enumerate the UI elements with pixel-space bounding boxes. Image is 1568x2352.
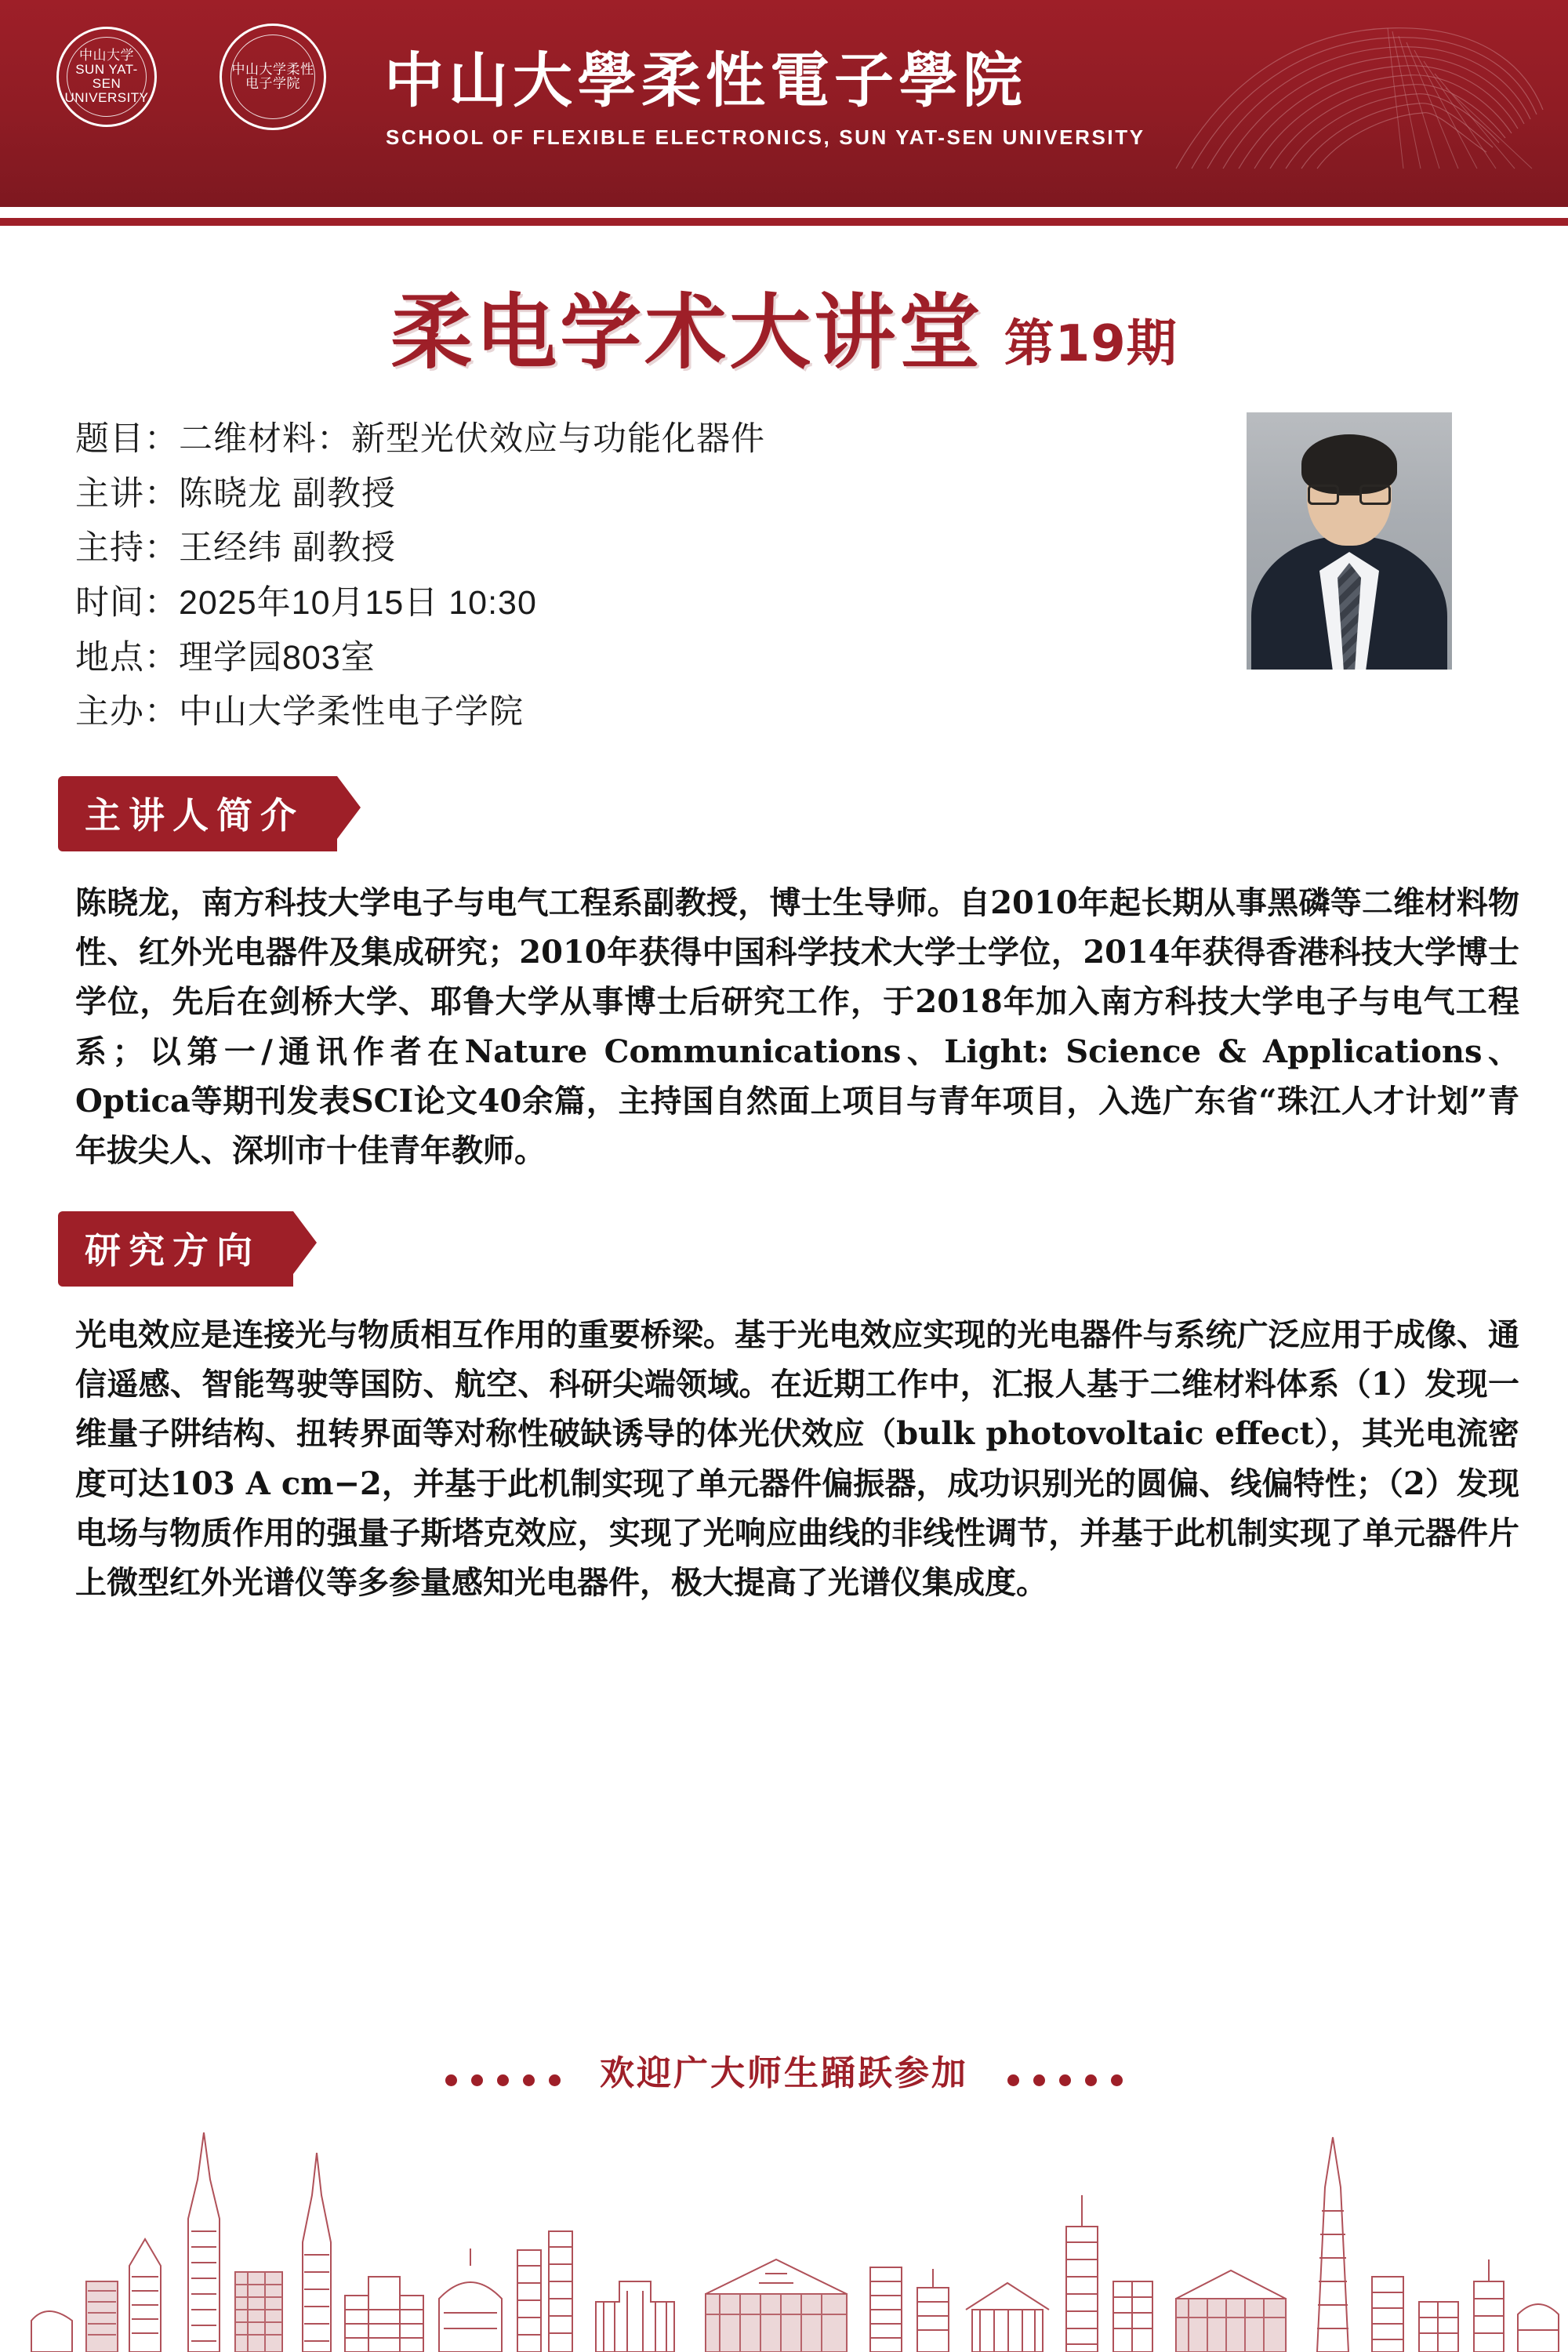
info-label-organizer: 主办：: [75, 693, 179, 731]
page-footer: [0, 2023, 1568, 2352]
info-label-host: 主持：: [75, 529, 179, 568]
main-title-text: 柔电学术大讲堂: [390, 284, 984, 380]
info-item-topic: [75, 412, 765, 467]
info-value-location: 理学园803室: [179, 638, 376, 677]
info-item-location: [75, 631, 765, 686]
sysu-seal-text: 中山大学 SUN YAT-SEN UNIVERSITY: [67, 37, 147, 117]
portrait-glasses-icon: [1308, 485, 1391, 505]
info-value-speaker: 陈晓龙 副教授: [179, 474, 396, 513]
info-label-speaker: 主讲：: [75, 474, 179, 513]
skyline-illustration: [0, 2085, 1568, 2352]
info-item-host: [75, 521, 765, 576]
event-info-row: [0, 412, 1568, 740]
section-body-research: 光电效应是连接光与物质相互作用的重要桥梁。基于光电效应实现的光电器件与系统广泛应用于成像、通信遥感、智能驾驶等国防、航空、科研尖端领域。在近期工作中，汇报人基于二维材料体系（1）发现一维量子阱结构、扭转界面等对称性破缺诱导的体光伏效应（bulk photovoltaic effect），其光电流密度可达103 A cm−2，并基于此机制实现了单元器件偏振器，成功识别光的圆偏、线偏特性；（2）发现电场与物质作用的强量子斯塔克效应，实现了光响应曲线的非线性调节，并基于此机制实现了单元器件片上微型红外光谱仪等多参量感知光电器件，极大提高了光谱仪集成度。: [75, 1316, 1519, 1601]
header-divider: [0, 218, 1568, 226]
poster-title: [0, 267, 1568, 384]
info-value-host: 王经纬 副教授: [179, 529, 396, 568]
info-item-speaker: [75, 467, 765, 522]
school-seal-text: 中山大学柔性电子学院: [230, 34, 316, 120]
header-decoration: [1129, 0, 1568, 207]
page-header: [0, 0, 1568, 207]
info-label-time: 时间：: [75, 583, 179, 622]
section-ribbon-bio: 主讲人简介: [58, 776, 337, 851]
info-item-time: [75, 576, 765, 631]
org-name-cn: 中山大學柔性電子學院: [384, 45, 1027, 115]
school-seal-logo: [220, 24, 326, 130]
info-value-organizer: 中山大学柔性电子学院: [179, 693, 524, 731]
info-label-topic: 题目：: [75, 420, 179, 458]
section-body-bio: 陈晓龙，南方科技大学电子与电气工程系副教授，博士生导师。自2010年起长期从事黑磷等二维材料物性、红外光电器件及集成研究；2010年获得中国科学技术大学士学位，2014年获得香港科技大学博士学位，先后在剑桥大学、耶鲁大学从事博士后研究工作，于2018年加入南方科技大学电子与电气工程系；以第一/通讯作者在Nature Communications、Light: Science & Applications、Optica等期刊发表SCI论文40余篇，主持国自然面上项目与青年项目，入选广东省“珠江人才计划”青年拔尖人、深圳市十佳青年教师。: [75, 884, 1519, 1169]
org-name-en: SCHOOL OF FLEXIBLE ELECTRONICS, SUN YAT-SEN UNIVERSITY: [386, 125, 1145, 149]
info-value-time: 2025年10月15日 10:30: [179, 583, 537, 622]
info-item-organizer: [75, 685, 765, 740]
speaker-portrait: [1247, 412, 1452, 670]
sysu-seal-logo: [56, 27, 157, 127]
issue-number: 第19期: [1004, 315, 1178, 373]
info-value-topic: 二维材料：新型光伏效应与功能化器件: [179, 420, 765, 458]
welcome-text: 欢迎广大师生踊跃参加: [600, 2054, 968, 2092]
section-ribbon-research: 研究方向: [58, 1211, 293, 1287]
event-info-list: [75, 412, 765, 740]
info-label-location: 地点：: [75, 638, 179, 677]
